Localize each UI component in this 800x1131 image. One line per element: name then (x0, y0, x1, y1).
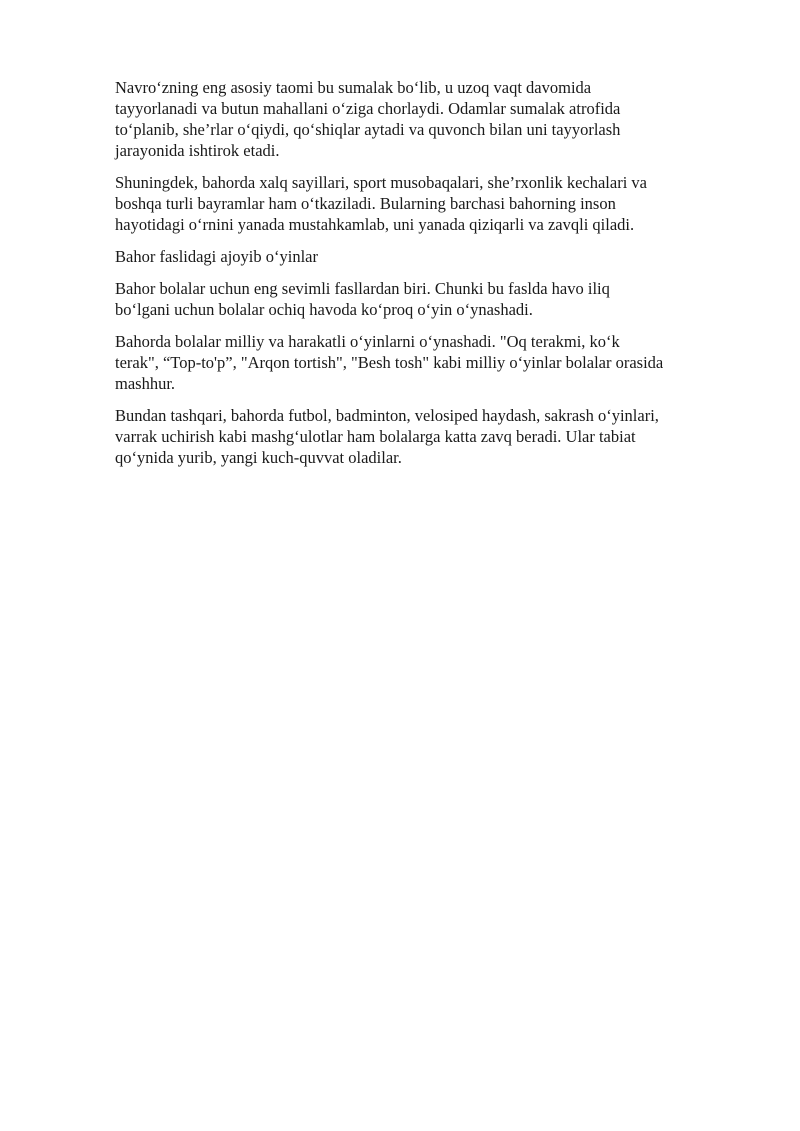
paragraph-favorite-season: Bahor bolalar uchun eng sevimli fasllardan biri. Chunki bu faslda havo iliq bo‘lgani uchun bolalar ochiq havoda ko‘proq o‘yin o‘ynashadi. (115, 279, 610, 319)
section-heading-spring-games: Bahor faslidagi ajoyib o‘yinlar (115, 247, 318, 266)
paragraph-spring-festivities: Shuningdek, bahorda xalq sayillari, sport musobaqalari, she’rxonlik kechalari va boshqa turli bayramlar ham o‘tkaziladi. Bularning barchasi bahorning inson hayotidagi o‘rnini yanada mustahkamlab, uni yanada qiziqarli va zavqli qiladi. (115, 173, 647, 234)
paragraph-sumalak: Navro‘zning eng asosiy taomi bu sumalak bo‘lib, u uzoq vaqt davomida tayyorlanadi va butun mahallani o‘ziga chorlaydi. Odamlar sumalak atrofida to‘planib, she’rlar o‘qiydi, qo‘shiqlar aytadi va quvonch bilan uni tayyorlash jarayonida ishtirok etadi. (115, 78, 621, 160)
paragraph-national-games: Bahorda bolalar milliy va harakatli o‘yinlarni o‘ynashadi. "Oq terakmi, ko‘k terak", “Top-to'p”, "Arqon tortish", "Besh tosh" kabi milliy o‘yinlar bolalar orasida mashhur. (115, 332, 664, 393)
paragraph-sports-activities: Bundan tashqari, bahorda futbol, badminton, velosiped haydash, sakrash o‘yinlari, varrak uchirish kabi mashg‘ulotlar ham bolalarga katta zavq beradi. Ular tabiat qo‘ynida yurib, yangi kuch-quvvat oladilar. (115, 406, 659, 467)
document-body (115, 77, 715, 479)
